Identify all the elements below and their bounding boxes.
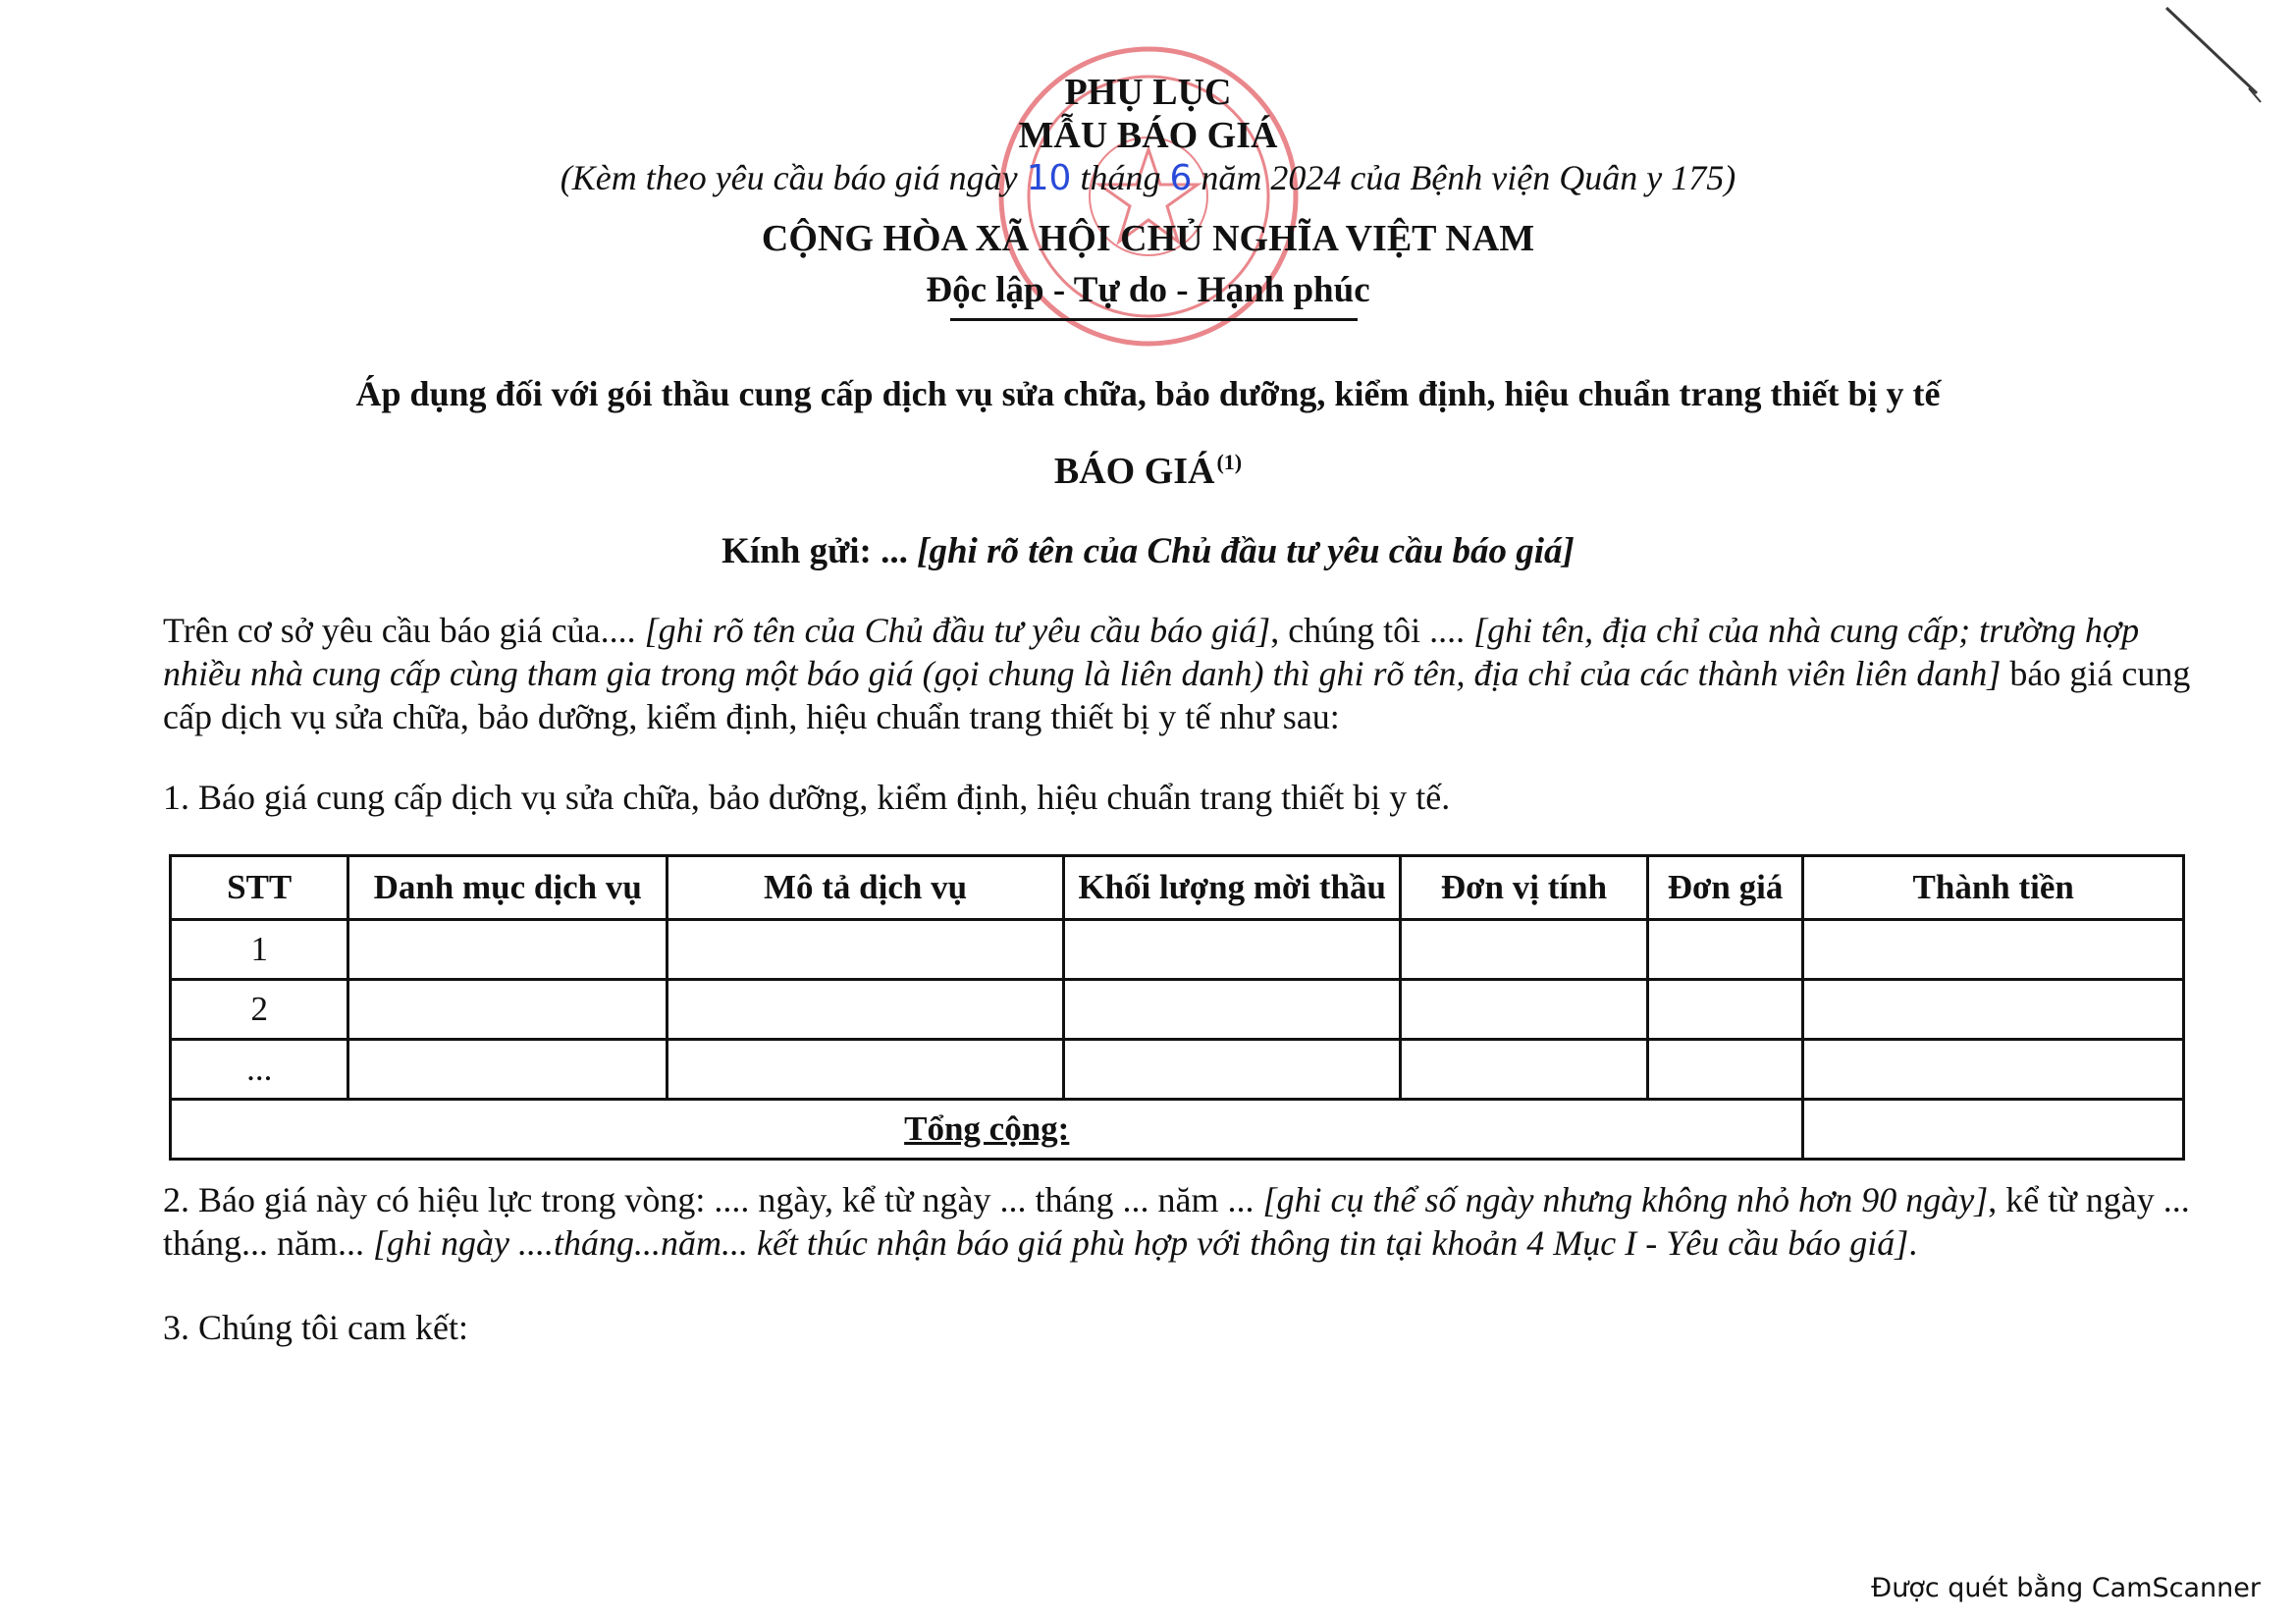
header-unit-price: Đơn giá: [1647, 856, 1803, 920]
empty-cell: [1647, 1040, 1803, 1100]
empty-cell: [1064, 920, 1401, 980]
empty-cell: [1401, 1040, 1647, 1100]
header-unit: Đơn vị tính: [1401, 856, 1647, 920]
empty-cell: [1803, 1040, 2184, 1100]
recipient-line: [0, 530, 2296, 572]
empty-cell: [1064, 1040, 1401, 1100]
appendix-heading: PHỤ LỤC: [1064, 72, 1232, 113]
intro-part-1: Trên cơ sở yêu cầu báo giá của....: [163, 611, 645, 650]
total-label: Tổng cộng:: [171, 1100, 1803, 1160]
empty-cell: [1803, 980, 2184, 1040]
header-service-list: Danh mục dịch vụ: [348, 856, 667, 920]
quote-table: [169, 854, 2185, 1161]
item-3-text: 3. Chúng tôi cam kết:: [163, 1308, 468, 1347]
table-header-row: [171, 856, 2184, 920]
attached-note-end: năm 2024 của Bệnh viện Quân y 175): [1192, 158, 1736, 197]
handwritten-day: 10: [1026, 158, 1072, 198]
item-2-part-1: 2. Báo giá này có hiệu lực trong vòng: .... ngày, kể từ ngày ... tháng ... năm ...: [163, 1180, 1263, 1219]
empty-cell: [1647, 980, 1803, 1040]
item-1-text: 1. Báo giá cung cấp dịch vụ sửa chữa, bảo dưỡng, kiểm định, hiệu chuẩn trang thiết bị y tế.: [163, 778, 1451, 817]
recipient-placeholder: [ghi rõ tên của Chủ đầu tư yêu cầu báo giá]: [917, 531, 1575, 571]
quote-title-text: BÁO GIÁ: [1053, 451, 1215, 492]
attached-month-label: tháng: [1071, 158, 1170, 197]
empty-cell: [1647, 920, 1803, 980]
empty-cell: [1401, 920, 1647, 980]
national-motto: Độc lập - Tự do - Hạnh phúc: [926, 270, 1370, 310]
item-2-placeholder-days: [ghi cụ thể số ngày nhưng không nhỏ hơn 90 ngày]: [1262, 1180, 1989, 1219]
item-2-part-3: , kể từ ngày ... tháng... năm...: [163, 1180, 2190, 1263]
form-title: MẪU BÁO GIÁ: [1018, 115, 1278, 156]
row-number: 2: [171, 980, 348, 1040]
quote-title: [0, 450, 2296, 493]
country-name: CỘNG HÒA XÃ HỘI CHỦ NGHĨA VIỆT NAM: [761, 218, 1535, 259]
item-2-placeholder-end-date: [ghi ngày ....tháng...năm... kết thúc nhận báo giá phù hợp với thông tin tại khoản 4 Mục I - Yêu cầu báo giá]: [372, 1223, 1909, 1263]
empty-cell: [348, 1040, 667, 1100]
apply-scope-heading: Áp dụng đối với gói thầu cung cấp dịch vụ sửa chữa, bảo dưỡng, kiểm định, hiệu chuẩn trang thiết bị y tế: [355, 374, 1941, 413]
total-amount-cell: [1803, 1100, 2184, 1160]
item-2-part-5: .: [1908, 1223, 1918, 1263]
empty-cell: [667, 920, 1064, 980]
table-total-row: [171, 1100, 2184, 1160]
attached-note-start: (Kèm theo yêu cầu báo giá ngày: [560, 158, 1027, 197]
row-number: ...: [171, 1040, 348, 1100]
table-row: [171, 1040, 2184, 1100]
handwritten-month: 6: [1169, 158, 1193, 198]
header-amount: Thành tiền: [1803, 856, 2184, 920]
empty-cell: [667, 1040, 1064, 1100]
intro-placeholder-supplier: [ghi tên, địa chỉ của nhà cung cấp; trường hợp nhiều nhà cung cấp cùng tham gia trong một báo giá (gọi chung là liên danh) thì ghi rõ tên, địa chỉ của các thành viên liên danh]: [163, 611, 2140, 693]
header-tender-quantity: Khối lượng mời thầu: [1064, 856, 1401, 920]
empty-cell: [667, 980, 1064, 1040]
quote-footnote-marker: (1): [1216, 450, 1243, 474]
row-number: 1: [171, 920, 348, 980]
attached-note: [0, 157, 2296, 198]
motto-underline: [950, 318, 1358, 321]
table-row: [171, 920, 2184, 980]
header-service-description: Mô tả dịch vụ: [667, 856, 1064, 920]
scanner-watermark: Được quét bằng CamScanner: [1871, 1573, 2261, 1603]
table-row: [171, 980, 2184, 1040]
item-2-paragraph: [163, 1178, 2195, 1265]
empty-cell: [348, 980, 667, 1040]
empty-cell: [348, 920, 667, 980]
intro-paragraph: [163, 609, 2195, 738]
intro-part-3: , chúng tôi ....: [1270, 611, 1474, 650]
empty-cell: [1064, 980, 1401, 1040]
intro-part-5: báo giá cung cấp dịch vụ sửa chữa, bảo dưỡng, kiểm định, hiệu chuẩn trang thiết bị y tế như sau:: [163, 654, 2191, 736]
recipient-label: Kính gửi: ...: [721, 531, 918, 571]
intro-placeholder-investor: [ghi rõ tên của Chủ đầu tư yêu cầu báo giá]: [644, 611, 1271, 650]
empty-cell: [1401, 980, 1647, 1040]
header-stt: STT: [171, 856, 348, 920]
empty-cell: [1803, 920, 2184, 980]
